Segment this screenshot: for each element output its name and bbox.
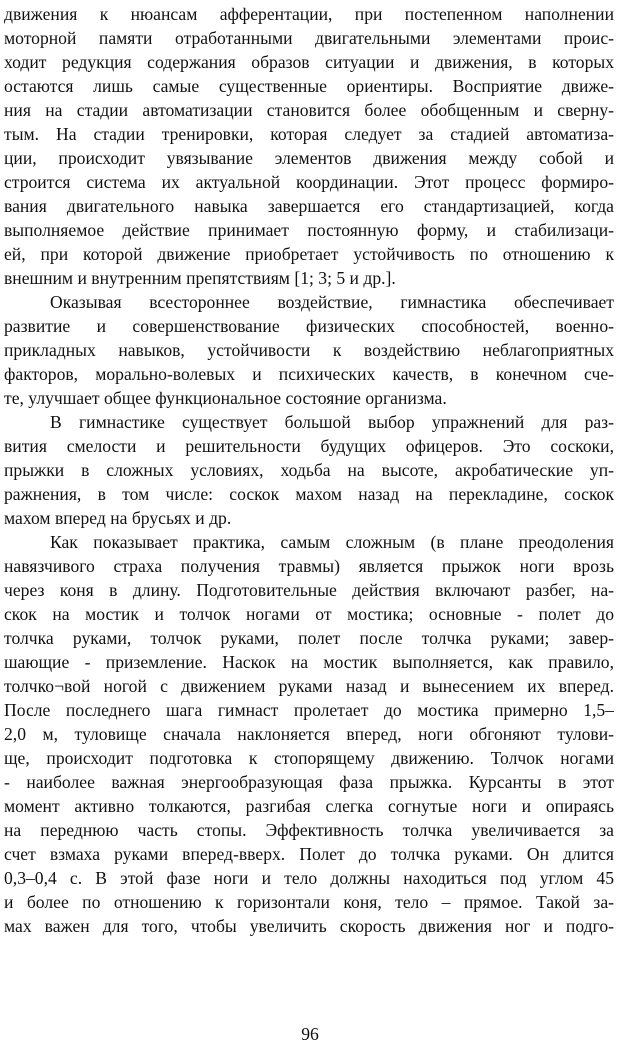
text-line: тым. На стадии тренировки, которая следует за стадией автоматиза- xyxy=(4,124,614,144)
text-line: Как показывает практика, самым сложным (в плане преодоления xyxy=(50,532,614,552)
text-line: счет взмаха руками вперед-вверх. Полет до толчка руками. Он длится xyxy=(4,844,614,864)
text-line: строится система их актуальной координации. Этот процесс формиро- xyxy=(4,172,614,192)
text-line: махом вперед на брусьях и др. xyxy=(4,508,232,528)
text-line: ции, происходит увязывание элементов движения между собой и xyxy=(4,148,614,168)
text-line: ще, происходит подготовка к стопорящему движению. Толчок ногами xyxy=(4,748,614,768)
text-line: мах важен для того, чтобы увеличить скорость движения ног и подго- xyxy=(4,916,614,936)
text-line: остаются лишь самые существенные ориентиры. Восприятие движе- xyxy=(4,76,614,96)
text-line: через коня в длину. Подготовительные действия включают разбег, на- xyxy=(4,580,614,600)
text-line: факторов, морально-волевых и психических качеств, в конечном сче- xyxy=(4,364,614,384)
text-line: 0,3–0,4 с. В этой фазе ноги и тело должны находиться под углом 45 xyxy=(4,868,614,888)
text-line: Оказывая всестороннее воздействие, гимнастика обеспечивает xyxy=(50,292,614,312)
text-line: скок на мостик и толчок ногами от мостика; основные - полет до xyxy=(4,604,614,624)
text-line: те, улучшает общее функциональное состояние организма. xyxy=(4,388,447,408)
text-line: развитие и совершенствование физических способностей, военно- xyxy=(4,316,614,336)
text-line: - наиболее важная энергообразующая фаза прыжка. Курсанты в этот xyxy=(4,772,614,792)
text-line: и более по отношению к горизонтали коня, тело – прямое. Такой за- xyxy=(4,892,614,912)
text-line: толчко¬вой ногой с движением руками назад и вынесением их вперед. xyxy=(4,676,614,696)
text-line: ходит редукция содержания образов ситуации и движения, в которых xyxy=(4,52,614,72)
text-line: на переднюю часть стопы. Эффективность толчка увеличивается за xyxy=(4,820,614,840)
text-line: После последнего шага гимнаст пролетает до мостика примерно 1,5– xyxy=(4,700,614,720)
text-line: вания двигательного навыка завершается его стандартизацией, когда xyxy=(4,196,614,216)
text-line: ей, при которой движение приобретает устойчивость по отношению к xyxy=(4,244,614,264)
page-number: 96 xyxy=(301,1024,319,1044)
text-line: прыжки в сложных условиях, ходьба на высоте, акробатические уп- xyxy=(4,460,614,480)
text-line: вития смелости и решительности будущих офицеров. Это соскоки, xyxy=(4,436,614,456)
text-line: моторной памяти отработанными двигательными элементами проис- xyxy=(4,28,614,48)
text-line: прикладных навыков, устойчивости к воздействию неблагоприятных xyxy=(4,340,614,360)
text-line: 2,0 м, туловище сначала наклоняется вперед, ноги обгоняют тулови- xyxy=(4,724,614,744)
text-line: шающие - приземление. Наскок на мостик выполняется, как правило, xyxy=(4,652,614,672)
text-line: В гимнастике существует большой выбор упражнений для раз- xyxy=(50,412,614,432)
text-line: момент активно толкаются, разгибая слегка согнутые ноги и опираясь xyxy=(4,796,614,816)
text-line: навязчивого страха получения травмы) является прыжок ноги врозь xyxy=(4,556,614,576)
text-line: ражнения, в том числе: соскок махом назад на перекладине, соскок xyxy=(4,484,614,504)
text-line: движения к нюансам афферентации, при постепенном наполнении xyxy=(4,4,614,24)
text-line: толчка руками, толчок руками, полет после толчка руками; завер- xyxy=(4,628,614,648)
text-line: внешним и внутренним препятствиям [1; 3; 5 и др.]. xyxy=(4,268,396,288)
text-line: выполняемое действие принимает постоянную форму, и стабилизаци- xyxy=(4,220,614,240)
text-line: ния на стадии автоматизации становится более обобщенным и сверну- xyxy=(4,100,614,120)
